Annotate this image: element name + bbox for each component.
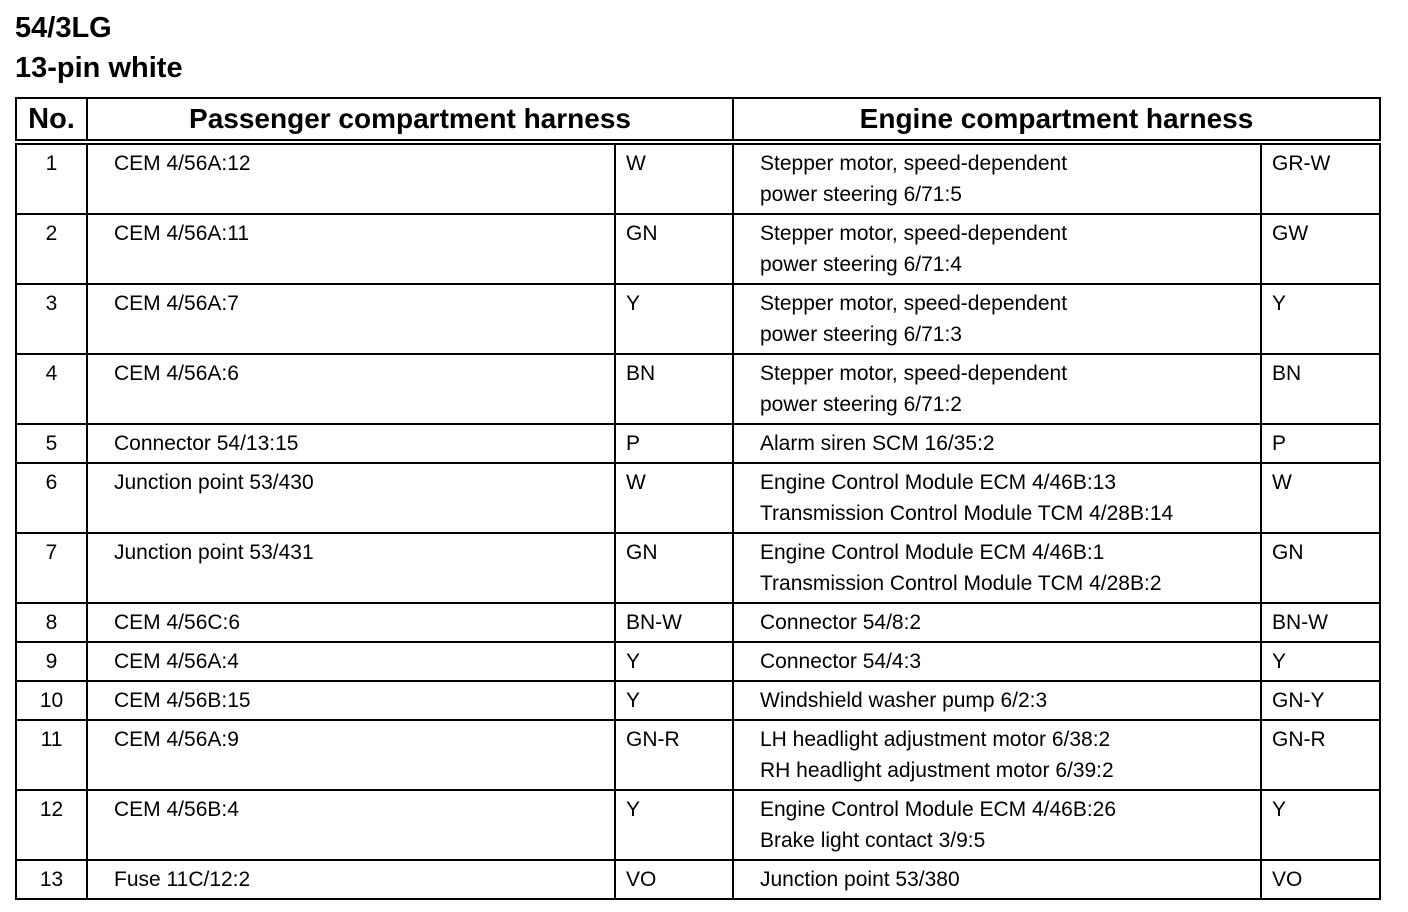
engine-connection-line-2: power steering 6/71:4 (760, 253, 962, 276)
pin-number: 5 (16, 424, 87, 463)
engine-connection-line-2: Transmission Control Module TCM 4/28B:2 (760, 572, 1162, 595)
passenger-wire-color: GN-R (615, 720, 733, 790)
table-row (16, 284, 1380, 354)
passenger-harness-connection: CEM 4/56A:9 (87, 720, 615, 790)
pin-number: 7 (16, 533, 87, 603)
engine-connection-line-1: Engine Control Module ECM 4/46B:26 (760, 798, 1117, 821)
table-row (16, 642, 1380, 681)
engine-connection-line-2: Brake light contact 3/9:5 (760, 829, 986, 852)
passenger-wire-color: BN-W (615, 603, 733, 642)
passenger-harness-connection: CEM 4/56A:7 (87, 284, 615, 354)
engine-harness-connection (733, 463, 1261, 533)
passenger-harness-connection: CEM 4/56A:12 (87, 142, 615, 214)
table-header-row (16, 98, 1380, 142)
passenger-wire-color: W (615, 463, 733, 533)
engine-wire-color: VO (1261, 860, 1380, 899)
engine-harness-connection: Connector 54/4:3 (733, 642, 1261, 681)
engine-harness-connection (733, 284, 1261, 354)
column-header-no: No. (16, 98, 87, 142)
passenger-harness-connection: Fuse 11C/12:2 (87, 860, 615, 899)
table-row (16, 720, 1380, 790)
passenger-harness-connection: CEM 4/56B:15 (87, 681, 615, 720)
table-row (16, 354, 1380, 424)
engine-wire-color: GW (1261, 214, 1380, 284)
pin-number: 3 (16, 284, 87, 354)
passenger-harness-connection: CEM 4/56A:11 (87, 214, 615, 284)
connector-id-title: 54/3LG (15, 12, 112, 44)
table-row (16, 860, 1380, 899)
passenger-wire-color: W (615, 142, 733, 214)
passenger-wire-color: BN (615, 354, 733, 424)
engine-wire-color: GR-W (1261, 142, 1380, 214)
pin-number: 12 (16, 790, 87, 860)
engine-harness-connection (733, 533, 1261, 603)
engine-wire-color: BN (1261, 354, 1380, 424)
pin-number: 9 (16, 642, 87, 681)
engine-harness-connection (733, 720, 1261, 790)
engine-connection-line-2: RH headlight adjustment motor 6/39:2 (760, 759, 1114, 782)
engine-connection-line-1: Engine Control Module ECM 4/46B:1 (760, 541, 1105, 564)
passenger-wire-color: GN (615, 214, 733, 284)
passenger-wire-color: GN (615, 533, 733, 603)
pin-number: 10 (16, 681, 87, 720)
passenger-harness-connection: Junction point 53/431 (87, 533, 615, 603)
engine-connection-line-1: Stepper motor, speed-dependent (760, 292, 1068, 315)
engine-connection-line-2: Transmission Control Module TCM 4/28B:14 (760, 502, 1174, 525)
table-row (16, 463, 1380, 533)
table-row (16, 214, 1380, 284)
passenger-harness-connection: Connector 54/13:15 (87, 424, 615, 463)
engine-wire-color: GN-R (1261, 720, 1380, 790)
pin-number: 8 (16, 603, 87, 642)
passenger-harness-connection: Junction point 53/430 (87, 463, 615, 533)
pin-assignment-table (15, 97, 1381, 900)
pin-number: 6 (16, 463, 87, 533)
engine-wire-color: W (1261, 463, 1380, 533)
engine-harness-connection (733, 214, 1261, 284)
pin-number: 13 (16, 860, 87, 899)
table-row (16, 603, 1380, 642)
table-row (16, 681, 1380, 720)
passenger-harness-connection: CEM 4/56A:6 (87, 354, 615, 424)
engine-harness-connection: Windshield washer pump 6/2:3 (733, 681, 1261, 720)
engine-wire-color: Y (1261, 642, 1380, 681)
engine-wire-color: GN (1261, 533, 1380, 603)
engine-connection-line-1: Stepper motor, speed-dependent (760, 362, 1068, 385)
engine-wire-color: Y (1261, 284, 1380, 354)
engine-connection-line-1: Stepper motor, speed-dependent (760, 152, 1068, 175)
passenger-wire-color: P (615, 424, 733, 463)
pin-number: 2 (16, 214, 87, 284)
connector-type-subtitle: 13-pin white (15, 52, 183, 84)
engine-connection-line-1: Engine Control Module ECM 4/46B:13 (760, 471, 1117, 494)
passenger-wire-color: Y (615, 681, 733, 720)
engine-harness-connection: Junction point 53/380 (733, 860, 1261, 899)
engine-connection-line-1: LH headlight adjustment motor 6/38:2 (760, 728, 1111, 751)
passenger-harness-connection: CEM 4/56C:6 (87, 603, 615, 642)
column-header-engine-harness: Engine compartment harness (733, 98, 1380, 142)
engine-wire-color: GN-Y (1261, 681, 1380, 720)
table-row (16, 533, 1380, 603)
engine-connection-line-2: power steering 6/71:2 (760, 393, 962, 416)
passenger-wire-color: Y (615, 790, 733, 860)
pin-number: 11 (16, 720, 87, 790)
table-row (16, 424, 1380, 463)
table-row (16, 790, 1380, 860)
engine-wire-color: P (1261, 424, 1380, 463)
engine-wire-color: Y (1261, 790, 1380, 860)
engine-connection-line-2: power steering 6/71:3 (760, 323, 962, 346)
engine-connection-line-2: power steering 6/71:5 (760, 183, 962, 206)
passenger-wire-color: VO (615, 860, 733, 899)
pin-number: 1 (16, 142, 87, 214)
engine-harness-connection (733, 790, 1261, 860)
table-row (16, 142, 1380, 214)
engine-connection-line-1: Stepper motor, speed-dependent (760, 222, 1068, 245)
column-header-passenger-harness: Passenger compartment harness (87, 98, 733, 142)
passenger-wire-color: Y (615, 642, 733, 681)
passenger-wire-color: Y (615, 284, 733, 354)
engine-wire-color: BN-W (1261, 603, 1380, 642)
pin-number: 4 (16, 354, 87, 424)
passenger-harness-connection: CEM 4/56B:4 (87, 790, 615, 860)
engine-harness-connection (733, 354, 1261, 424)
engine-harness-connection (733, 142, 1261, 214)
engine-harness-connection: Alarm siren SCM 16/35:2 (733, 424, 1261, 463)
passenger-harness-connection: CEM 4/56A:4 (87, 642, 615, 681)
engine-harness-connection: Connector 54/8:2 (733, 603, 1261, 642)
